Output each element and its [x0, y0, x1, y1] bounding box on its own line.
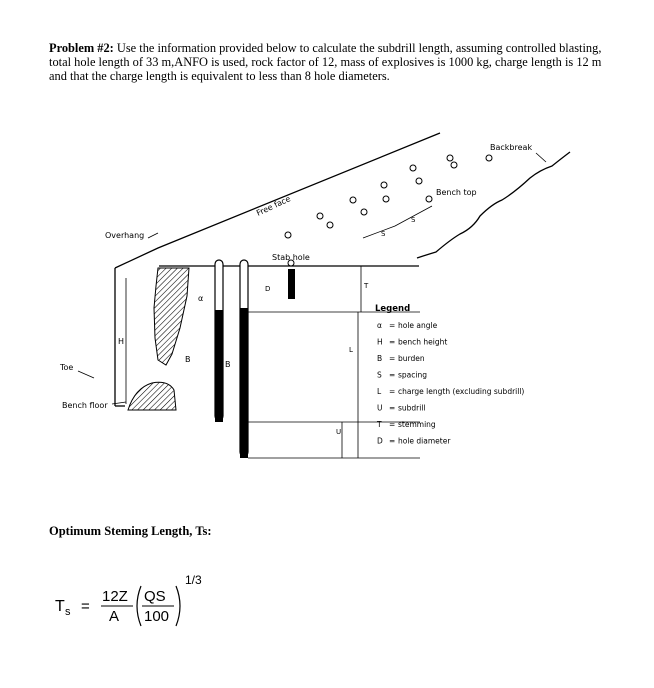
label-b1: B: [185, 355, 191, 364]
stemming-formula: [55, 570, 255, 640]
formula-lhs: T: [55, 598, 65, 615]
label-b2: B: [225, 360, 231, 369]
legend-symbol: H: [377, 337, 383, 347]
legend-description: burden: [398, 354, 425, 363]
legend-equals: =: [389, 337, 396, 347]
formula-numerator: 12Z: [102, 588, 128, 605]
label-t: T: [364, 282, 369, 290]
stemming-heading: Optimum Steming Length, Ts:: [49, 524, 212, 538]
label-h: H: [118, 337, 125, 346]
problem-text: Use the information provided below to calculate the subdrill length, assuming controlled blasting, total hole length of 33 m,ANFO is used, rock factor of 12, mass of explosives is 1000 kg, charge length is 12 m and that the charge length is equivalent to less than 8 hole diameters.: [49, 41, 602, 83]
legend-symbol: D: [377, 436, 383, 446]
formula-inner-denominator: 100: [144, 608, 170, 625]
legend-description: stemming: [398, 420, 436, 429]
legend-symbol: U: [377, 403, 383, 413]
label-d: D: [265, 285, 271, 293]
label-stab-hole: Stab hole: [272, 253, 310, 262]
legend-equals: =: [389, 354, 396, 363]
label-overhang: Overhang: [105, 231, 145, 240]
legend-description: bench height: [398, 337, 448, 347]
formula-right-paren: [176, 586, 180, 626]
label-free-face: Free face: [255, 194, 292, 218]
overhang-region: [154, 268, 189, 365]
formula-equals: =: [81, 598, 90, 615]
legend-equals: =: [389, 436, 396, 446]
label-bench-floor: Bench floor: [62, 401, 108, 410]
legend-equals: =: [389, 403, 396, 413]
formula-denominator: A: [109, 608, 120, 625]
label-toe: Toe: [60, 363, 74, 372]
legend-symbol: α: [377, 321, 382, 330]
label-bench-top: Bench top: [436, 188, 477, 197]
problem-statement: [49, 41, 619, 83]
spacing-marks: [363, 206, 432, 238]
legend-symbol: T: [377, 420, 382, 429]
label-backbreak: Backbreak: [490, 143, 533, 152]
label-s1: S: [381, 230, 386, 238]
label-s2: S: [411, 216, 416, 224]
formula-exponent: 1/3: [185, 573, 202, 587]
legend: [375, 304, 524, 446]
label-alpha: α: [198, 294, 204, 303]
bench-blast-diagram: [40, 128, 600, 508]
legend-title: Legend: [375, 304, 411, 314]
legend-description: subdrill: [398, 403, 426, 413]
legend-symbol: L: [377, 387, 382, 396]
label-l: L: [349, 346, 353, 354]
legend-symbol: S: [377, 370, 382, 380]
problem-label: Problem #2:: [49, 41, 114, 55]
formula-lhs-sub: s: [65, 606, 71, 618]
legend-description: hole diameter: [398, 436, 451, 446]
toe-region: [128, 382, 176, 410]
legend-description: spacing: [398, 370, 427, 380]
blast-hole-right: [240, 260, 248, 458]
blast-hole-left: [215, 260, 223, 422]
formula-left-paren: [137, 586, 141, 626]
legend-description: charge length (excluding subdrill): [398, 387, 525, 396]
legend-equals: =: [389, 321, 396, 330]
legend-equals: =: [389, 420, 396, 429]
formula-inner-numerator: QS: [144, 588, 166, 605]
label-u: U: [336, 428, 342, 436]
legend-equals: =: [389, 370, 396, 380]
legend-symbol: B: [377, 354, 383, 363]
legend-description: hole angle: [398, 321, 438, 330]
legend-equals: =: [389, 387, 396, 396]
